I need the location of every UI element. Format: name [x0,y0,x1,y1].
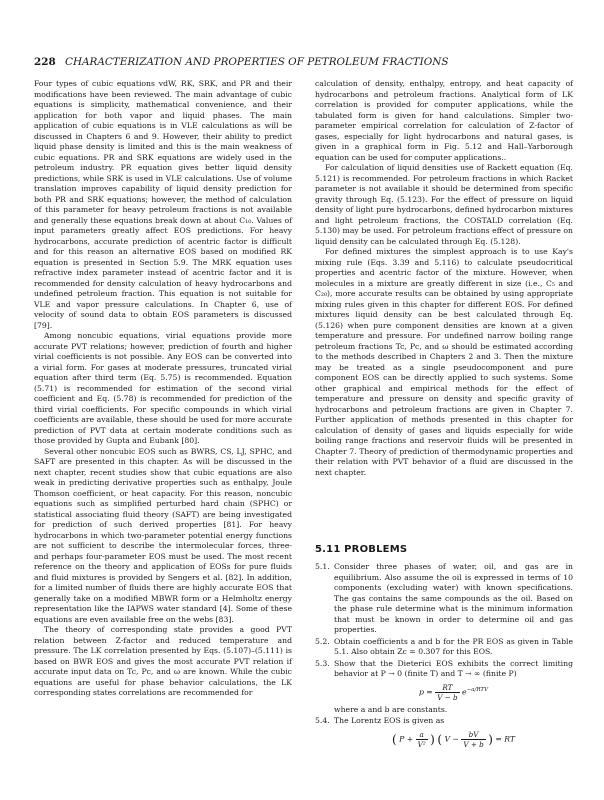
problem-followup: where a and b are constants. [334,704,448,714]
eq-paren: ( [437,731,442,746]
eq-fraction [416,730,428,749]
problems-list [315,562,573,752]
problem-number: 5.2. [315,636,330,646]
eq-fraction [461,730,485,749]
problem-item [315,562,573,636]
eq-term: P + [399,734,414,743]
page-number: 228 [34,56,56,68]
eq-paren: ) [488,731,493,746]
problem-item [315,716,573,749]
right-column [315,79,573,478]
paragraph: For defined mixtures the simplest approach is to use Kay's mixing rule (Eqs. 3.39 and 5.116) to calculate pseudocritical properties and acentric factor of the mixture. However, when molecules in a mixture are greatly different in size (i.e., C₅ and C₂₀), more accurate results can be obtained by using appropriate mixing rules given in this chapter for different EOS. For defined mixtures liquid density can be best calculated through Eq. (5.126) when pure component densities are known at a given temperature and pressure. For undefined narrow boiling range petroleum fractions Tc, Pc, and ω should be estimated according to the methods described in Chapters 2 and 3. Then the mixture may be treated as a single pseudocomponent and pure component EOS can be directly applied to such systems. Some other graphical and empirical methods for the effect of temperature and pressure on density and specific gravity of hydrocarbons and petroleum fractions are given in Chapter 7. Further application of methods presented in this chapter for calculation of density of gases and liquids especially for wide boiling range fractions and reservoir fluids will be presented in Chapter 7. Theory of prediction of thermodynamic properties and their relation with PVT behavior of a fluid are discussed in the next chapter. [315,247,573,477]
section-title: 5.11 PROBLEMS [315,544,408,555]
dieterici-equation [334,683,573,702]
eq-exponential: e [462,687,467,696]
eq-exponent: −a/RTV [466,686,489,693]
paragraph: Several other noncubic EOS such as BWRS, CS, LJ, SPHC, and SAFT are presented in this chapter. As will be discussed in the next chapter, recent studies show that cubic equations are also weak in predicting derivative properties such as enthalpy, Joule Thomson coefficient, or heat capacity. For this reason, noncubic equations such as simplified perturbed hard chain (SPHC) or statistical associating fluid theory (SAFT) are being investigated for prediction of such derived properties [81]. For heavy hydrocarbons in which two-parameter potential energy functions are not sufficient to describe the intermolecular forces, three- and perhaps four-parameter EOS must be used. The most recent reference on the theory and application of EOSs for pure fluids and fluid mixtures is provided by Sengers et al. [82]. In addition, for a limited number of fluids there are highly accurate EOS that generally take on a modified MBWR form or a Helmholtz energy representation like the IAPWS water standard [4]. Some of these equations are even available free on the webs [83]. [34,446,292,624]
eq-denominator: V − b [437,692,458,702]
paragraph: The theory of corresponding state provides a good PVT relation between Z-factor and reduced temperature and pressure. The LK correlation presented by Eqs. (5.107)–(5.111) is based on BWR EOS and gives the most accurate PVT relation if accurate input data on Tc, Pc, and ω are known. While the cubic equations are useful for phase behavior calculations, the LK corresponding states correlations are recommended for [34,625,292,697]
problem-item [315,637,573,658]
eq-numerator: bV [461,730,485,740]
eq-fraction [435,683,459,702]
eq-denominator: V² [417,739,426,749]
problem-text: Show that the Dieterici EOS exhibits the correct limiting behavior at P → 0 (finite T) and T → ∞ (finite P) [334,658,573,678]
eq-paren: ) [430,731,435,746]
eq-term: V − [444,734,459,743]
left-column [34,79,292,699]
eq-numerator: RT [435,683,459,693]
paragraph: Four types of cubic equations vdW, RK, SRK, and PR and their modifications have been reviewed. The main advantage of cubic equations is simplicity, mathematical convenience, and their application for both vapor and liquid phases. The main application of cubic equations is in VLE calculations as will be discussed in Chapters 6 and 9. However, their ability to predict liquid phase density is limited and this is the main weakness of cubic equations. PR and SRK equations are widely used in the petroleum industry. PR equation gives better liquid density predictions, while SRK is used in VLE calculations. Use of volume translation improves capability of liquid density prediction for both PR and SRK equations; however, the method of calculation of this parameter for heavy petroleum fractions is not available and generally these equations break down at about C₁₀. Values of input parameters greatly affect EOS predictions. For heavy hydrocarbons, accurate prediction of acentric factor is difficult and for this reason an alternative EOS based on modified RK equation is presented in Section 5.9. The MRK equation uses refractive index parameter instead of acentric factor and it is recommended for density calculation of heavy hydrocarbons and undefined petroleum fraction. This equation is not suitable for VLE and vapor pressure calculations. In Chapter 6, use of velocity of sound data to obtain EOS parameters is discussed [79]. [34,79,292,330]
problem-item [315,659,573,716]
running-header [34,56,574,68]
lorentz-equation [334,730,573,749]
paragraph: Among noncubic equations, virial equations provide more accurate PVT relations; however, prediction of fourth and higher virial coefficients is not possible. Any EOS can be converted into a virial form. For gases at moderate pressures, truncated virial equation after third term (Eq. 5.75) is recommended. Equation (5.71) is recommended for estimation of the second virial coefficient and Eq. (5.78) is recommended for prediction of the third virial coefficients. For specific compounds in which virial coefficients are available, these should be used for more accurate prediction of PVT data at certain moderate conditions such as those provided by Gupta and Eubank [80]. [34,331,292,445]
running-title: CHARACTERIZATION AND PROPERTIES OF PETROLEUM FRACTIONS [65,56,449,68]
eq-rhs: = RT [495,734,515,743]
problem-number: 5.1. [315,562,330,571]
problem-text: Consider three phases of water, oil, and gas are in equilibrium. Also assume the oil is expressed in terms of 10 components (excluding water) with known specifications. The gas contains the same compounds as the oil. Based on the phase rule determine what is the minimum information that must be known in order to determine oil and gas properties. [334,562,573,634]
problem-text: Obtain coefficients a and b for the PR EOS as given in Table 5.1. Also obtain Zc = 0.307 for this EOS. [334,636,573,656]
paragraph: For calculation of liquid densities use of Rackett equation (Eq. 5.121) is recommended. For petroleum fractions in which Racket parameter is not available it should be determined from specific gravity through Eq. (5.123). For the effect of pressure on liquid density of light pure hydrocarbons, defined hydrocarbon mixtures and light petroleum fractions, the COSTALD correlation (Eq. 5.130) may be used. For petroleum fractions effect of pressure on liquid density can be calculated through Eq. (5.128). [315,163,573,246]
problem-number: 5.3. [315,658,330,668]
eq-paren: ( [391,731,397,746]
eq-lhs: p = [418,687,433,696]
problem-text: The Lorentz EOS is given as [334,716,445,725]
eq-denominator: V + b [463,739,484,749]
eq-numerator: a [416,730,428,740]
problem-number: 5.4. [315,716,330,725]
paragraph: calculation of density, enthalpy, entropy, and heat capacity of hydrocarbons and petroleum fractions. Analytical form of LK correlation is provided for computer applications, while the tabulated form is given for hand calculations. Simpler two-parameter empirical correlation for calculation of Z-factor of gases, especially for light hydrocarbons and natural gases, is given in a graphical form in Fig. 5.12 and Hall–Yarborough equation can be used for computer applications.. [315,79,573,162]
